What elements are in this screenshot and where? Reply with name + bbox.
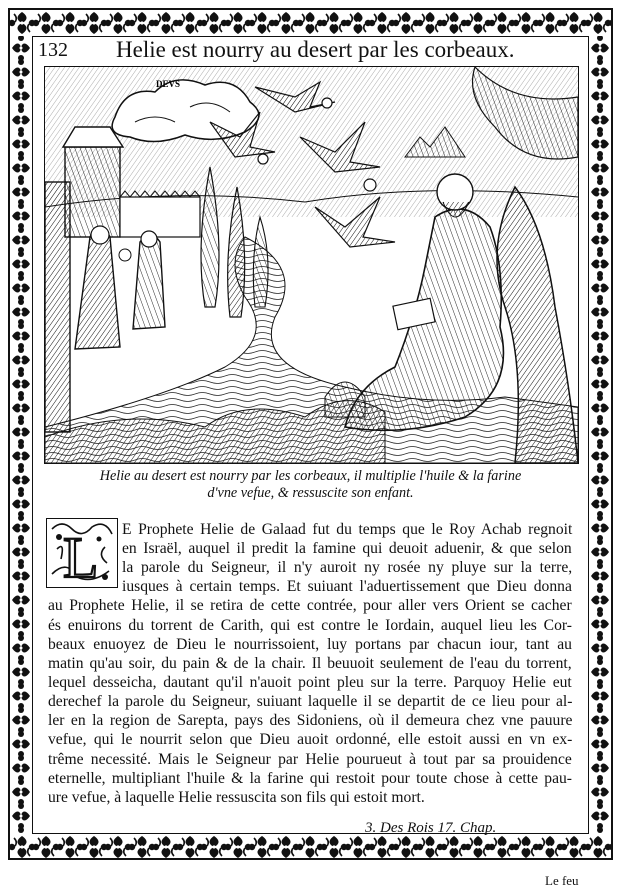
caption-line: d'vne vefue, & ressuscite son enfant. xyxy=(207,485,414,501)
deus-label: DEVS xyxy=(156,79,181,89)
text-line: vefue, qui le nourrit selon que Dieu auoit ordonné, elle estoit aussi en vn ex- xyxy=(48,731,573,748)
text-line: en Israël, auquel il predit la famine qui deuoit aduenir, & que selon xyxy=(122,540,572,557)
ornamental-border-right xyxy=(589,36,611,834)
text-line: beaux enuoyez de Dieu le nourrissoient, luy portans par chacun iour, tant au xyxy=(48,636,572,653)
page-number: 132 xyxy=(38,39,68,61)
running-title: Helie est nourry au desert par les corbeaux. xyxy=(116,37,515,62)
text-line: eternelle, multipliant l'huile & la farine qui restoit pour toute chose à cette pau- xyxy=(48,770,572,787)
ornamental-border-bottom xyxy=(10,834,611,858)
text-line: ler en la region de Sarepta, pays des Sidoniens, où il demeura chez vne pauure xyxy=(48,712,573,729)
text-line: lequel desseicha, dautant qu'il n'auoit point pleu sur la terre. Parquoy Helie eut xyxy=(48,674,572,691)
ornamental-border-top xyxy=(10,10,611,36)
caption-line: Helie au desert est nourry par les corbeaux, il multiplie l'huile & la farine xyxy=(99,468,522,484)
text-line: matin qu'au soir, du pain & de la chair. Il beuuoit seulement de l'eau du torrent, xyxy=(48,655,572,672)
catchword: Le feu xyxy=(545,873,579,888)
drop-cap xyxy=(46,518,118,588)
text-line: és enuirons du torrent de Carith, qui est contre le Iordain, auquel lieu les Cor- xyxy=(48,617,572,634)
figure-caption xyxy=(48,468,573,502)
text-line: derechef la parole du Seigneur, suiuant laquelle il se departit de ce lieu pour al- xyxy=(48,693,573,710)
drop-cap-letter: L xyxy=(63,525,99,587)
text-line: la parole du Seigneur, il n'y auroit ny rosée ny pluye sur la terre, xyxy=(122,559,573,576)
ornamental-border-left xyxy=(10,36,32,834)
text-line: ure vefue, à laquelle Helie ressuscita son fils qui estoit mort. xyxy=(48,789,425,806)
woodcut-illustration xyxy=(44,66,579,464)
scripture-citation: 3. Des Rois 17. Chap. xyxy=(365,820,497,836)
text-line: E Prophete Helie de Galaad fut du temps que le Roy Achab regnoit xyxy=(122,521,573,538)
text-line: iusques à certain temps. Et suiuant l'aduertissement que Dieu donna xyxy=(122,578,572,595)
text-line: au Prophete Helie, il se retira de cette contrée, pour aller vers Orient se cacher xyxy=(48,597,572,614)
text-line: trême necessité. Mais le Seigneur par Helie pourueut à tout par sa prouidence xyxy=(48,751,572,768)
page-header xyxy=(38,37,583,67)
